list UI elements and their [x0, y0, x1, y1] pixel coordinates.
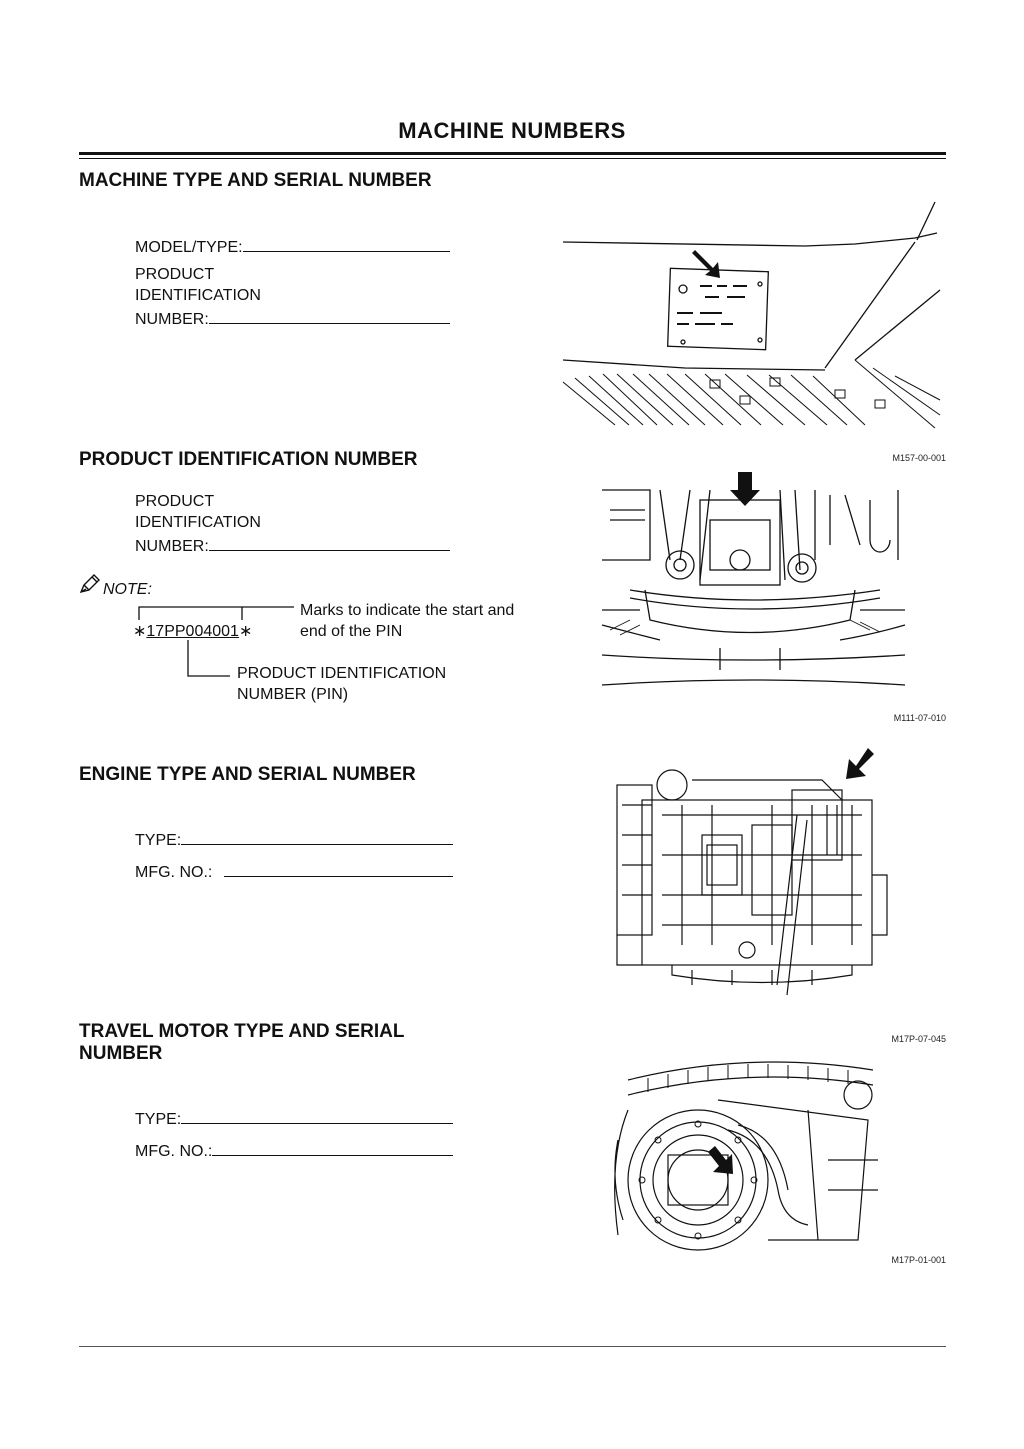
figure-caption-1: M157-00-001 — [892, 453, 946, 463]
pin-label-2: IDENTIFICATION — [135, 514, 261, 531]
machine-plate-illustration — [555, 200, 945, 430]
travel-title-line-1: TRAVEL MOTOR TYPE AND SERIAL — [79, 1021, 405, 1042]
model-type-label: MODEL/TYPE: — [135, 239, 243, 256]
engine-mfg-blank — [224, 859, 453, 877]
pin-example-number: 17PP004001 — [146, 623, 239, 640]
model-type-blank — [243, 234, 450, 252]
pin-label-3: NUMBER: — [135, 538, 209, 555]
pointer-arrow-icon — [692, 250, 720, 278]
travel-mfg-blank — [212, 1138, 453, 1156]
pin-caption — [237, 663, 446, 705]
boom-foot-illustration — [600, 470, 910, 700]
header-rule-thick — [79, 152, 946, 155]
pin-label-1: PRODUCT — [135, 493, 215, 510]
pointer-arrow-icon — [730, 472, 760, 506]
engine-illustration — [612, 745, 887, 1015]
page-title: MACHINE NUMBERS — [398, 118, 626, 143]
travel-type-blank — [181, 1106, 453, 1124]
machine-pin-field — [135, 264, 450, 330]
figure-caption-3: M17P-07-045 — [891, 1034, 946, 1044]
note-label: NOTE: — [103, 581, 152, 598]
travel-motor-illustration — [608, 1040, 888, 1250]
pin-blank — [209, 533, 450, 551]
section-title-travel-motor — [79, 1021, 405, 1065]
pin-star-start: ∗ — [133, 623, 147, 640]
engine-type-label: TYPE: — [135, 832, 182, 849]
figure-caption-4: M17P-01-001 — [891, 1255, 946, 1265]
pointer-arrow-icon — [708, 1146, 733, 1174]
section-title-pin: PRODUCT IDENTIFICATION NUMBER — [79, 449, 418, 470]
machine-pin-label-2: IDENTIFICATION — [135, 287, 261, 304]
engine-type-blank — [181, 827, 453, 845]
marks-line-2: end of the PIN — [300, 623, 403, 640]
figure-caption-2: M111-07-010 — [893, 713, 946, 723]
engine-type-field — [135, 827, 453, 851]
header-rule-thin — [79, 158, 946, 159]
model-type-field — [135, 234, 450, 258]
pin-star-end: ∗ — [238, 623, 253, 640]
machine-pin-blank — [209, 306, 450, 324]
section-title-engine: ENGINE TYPE AND SERIAL NUMBER — [79, 764, 416, 785]
travel-type-label: TYPE: — [135, 1111, 182, 1128]
travel-mfg-label: MFG. NO.: — [135, 1143, 213, 1160]
pin-marks-description — [300, 600, 514, 642]
machine-pin-label-3: NUMBER: — [135, 311, 209, 328]
travel-type-field — [135, 1106, 453, 1130]
travel-title-line-2: NUMBER — [79, 1043, 163, 1064]
engine-mfg-field — [135, 859, 453, 883]
marks-line-1: Marks to indicate the start and — [300, 602, 515, 619]
footer-rule — [79, 1346, 946, 1347]
engine-mfg-label: MFG. NO.: — [135, 864, 213, 881]
machine-pin-label-1: PRODUCT — [135, 266, 215, 283]
section-title-machine-type: MACHINE TYPE AND SERIAL NUMBER — [79, 170, 432, 191]
pin-caption-1: PRODUCT IDENTIFICATION — [237, 665, 447, 682]
pin-caption-2: NUMBER (PIN) — [237, 686, 349, 703]
pin-field — [135, 491, 450, 557]
pointer-arrow-icon — [846, 748, 874, 779]
pin-example — [133, 621, 252, 642]
pencil-note-icon — [79, 574, 101, 596]
travel-mfg-field — [135, 1138, 453, 1162]
